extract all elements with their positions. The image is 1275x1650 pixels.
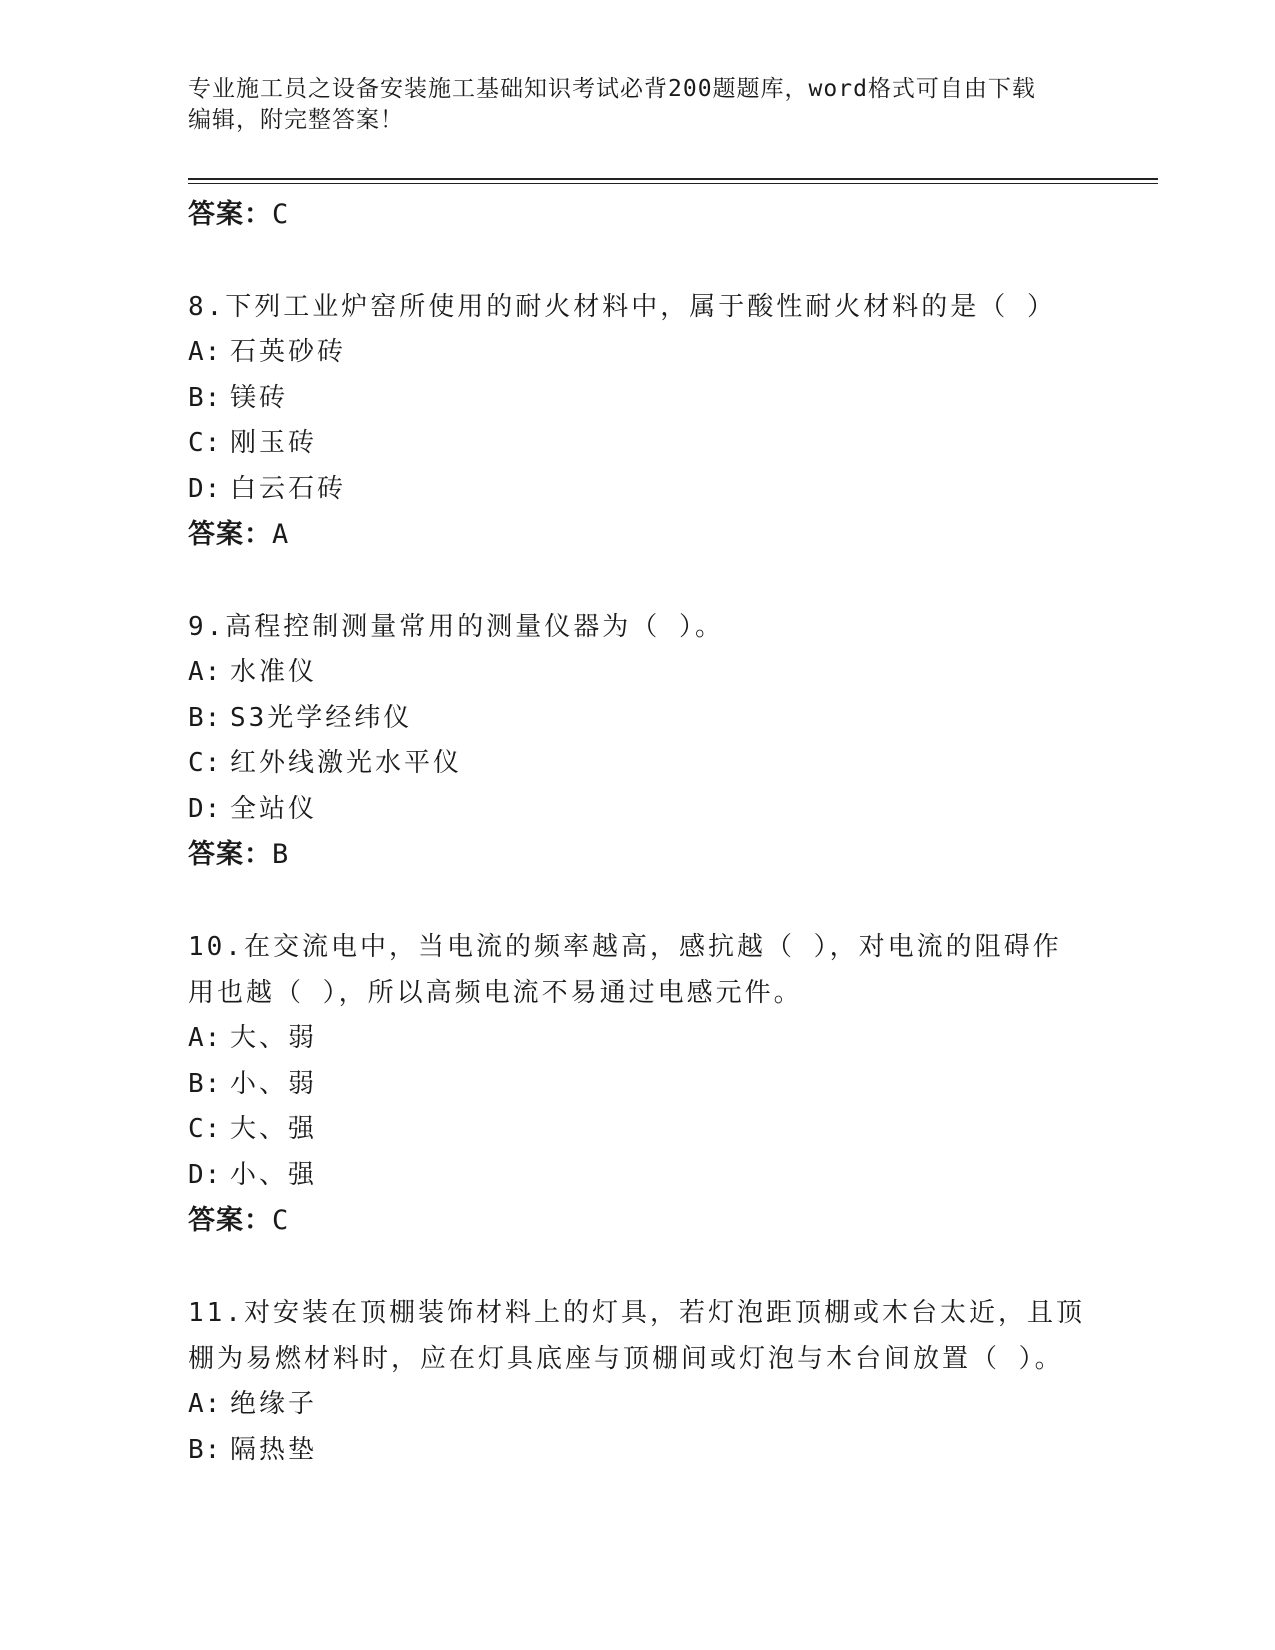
option-d [188,1153,1088,1199]
header-line-1: 专业施工员之设备安装施工基础知识考试必背200题题库，word格式可自由下载 [188,76,1036,102]
question-block [188,604,1088,878]
option-letter: B: [188,1068,222,1099]
option-text: 小、强 [230,1159,318,1190]
option-letter: D: [188,1159,222,1190]
option-text: 红外线激光水平仪 [230,748,463,778]
answer-line [188,832,1088,878]
question-text: 8.下列工业炉窑所使用的耐火材料中，属于酸性耐火材料的是（ ） [188,292,1056,322]
question-list [188,192,1088,1473]
option-d [188,467,1088,513]
option-text: 大、弱 [230,1023,318,1053]
option-c [188,741,1088,787]
option-letter: C: [188,1114,222,1144]
option-text: 全站仪 [230,793,318,824]
option-c [188,1107,1088,1153]
question-block [188,284,1088,558]
spacer [188,1244,1088,1290]
spacer [188,558,1088,604]
option-letter: A: [188,1023,222,1053]
option-letter: A: [188,657,222,687]
header-line-2: 编辑，附完整答案！ [188,107,404,133]
answer-value: A [272,519,290,550]
question-text-line-1: 11.对安装在顶棚装饰材料上的灯具，若灯泡距顶棚或木台太近，且顶 [188,1298,1085,1328]
answer-label: 答案： [188,519,272,550]
option-d [188,787,1088,833]
answer-line [188,192,1088,238]
option-letter: A: [188,337,222,367]
answer-label: 答案： [188,839,272,870]
option-c [188,421,1088,467]
option-letter: D: [188,793,222,824]
answer-line [188,512,1088,558]
option-a [188,650,1088,696]
question-text: 9.高程控制测量常用的测量仪器为（ ）。 [188,612,724,642]
option-letter: B: [188,382,222,413]
option-b [188,1062,1088,1108]
question-text-line-2: 棚为易燃材料时，应在灯具底座与顶棚间或灯泡与木台间放置（ ）。 [188,1344,1064,1374]
option-text: 隔热垫 [230,1434,318,1465]
option-text: 绝缘子 [230,1389,318,1419]
option-letter: B: [188,702,222,733]
answer-label: 答案： [188,1205,272,1236]
option-text: 刚玉砖 [230,428,318,458]
question-block [188,1290,1088,1473]
question-block [188,924,1088,1244]
option-text: 石英砂砖 [230,337,347,367]
option-text: 水准仪 [230,657,318,687]
option-text: 小、弱 [230,1068,318,1099]
answer-value: C [272,1205,290,1236]
option-text: 大、强 [230,1114,318,1144]
option-letter: C: [188,428,222,458]
spacer [188,878,1088,924]
option-a [188,1016,1088,1062]
option-b [188,376,1088,422]
answer-value: C [272,199,290,230]
option-letter: A: [188,1389,222,1419]
option-letter: D: [188,473,222,504]
answer-label: 答案： [188,199,272,230]
answer-value: B [272,839,290,870]
question-text-line-2: 用也越（ ），所以高频电流不易通过电感元件。 [188,978,803,1008]
answer-line [188,1198,1088,1244]
option-b [188,1428,1088,1474]
option-text: S3光学经纬仪 [230,702,413,733]
option-text: 镁砖 [230,382,289,413]
option-a [188,330,1088,376]
option-letter: B: [188,1434,222,1465]
document-header [188,74,1088,136]
header-divider-thick [188,178,1158,180]
spacer [188,238,1088,284]
question-text-line-1: 10.在交流电中，当电流的频率越高，感抗越（ ），对电流的阻碍作 [188,932,1062,962]
option-a [188,1382,1088,1428]
option-b [188,696,1088,742]
option-text: 白云石砖 [230,473,347,504]
option-letter: C: [188,748,222,778]
header-divider-thin [188,183,1158,184]
